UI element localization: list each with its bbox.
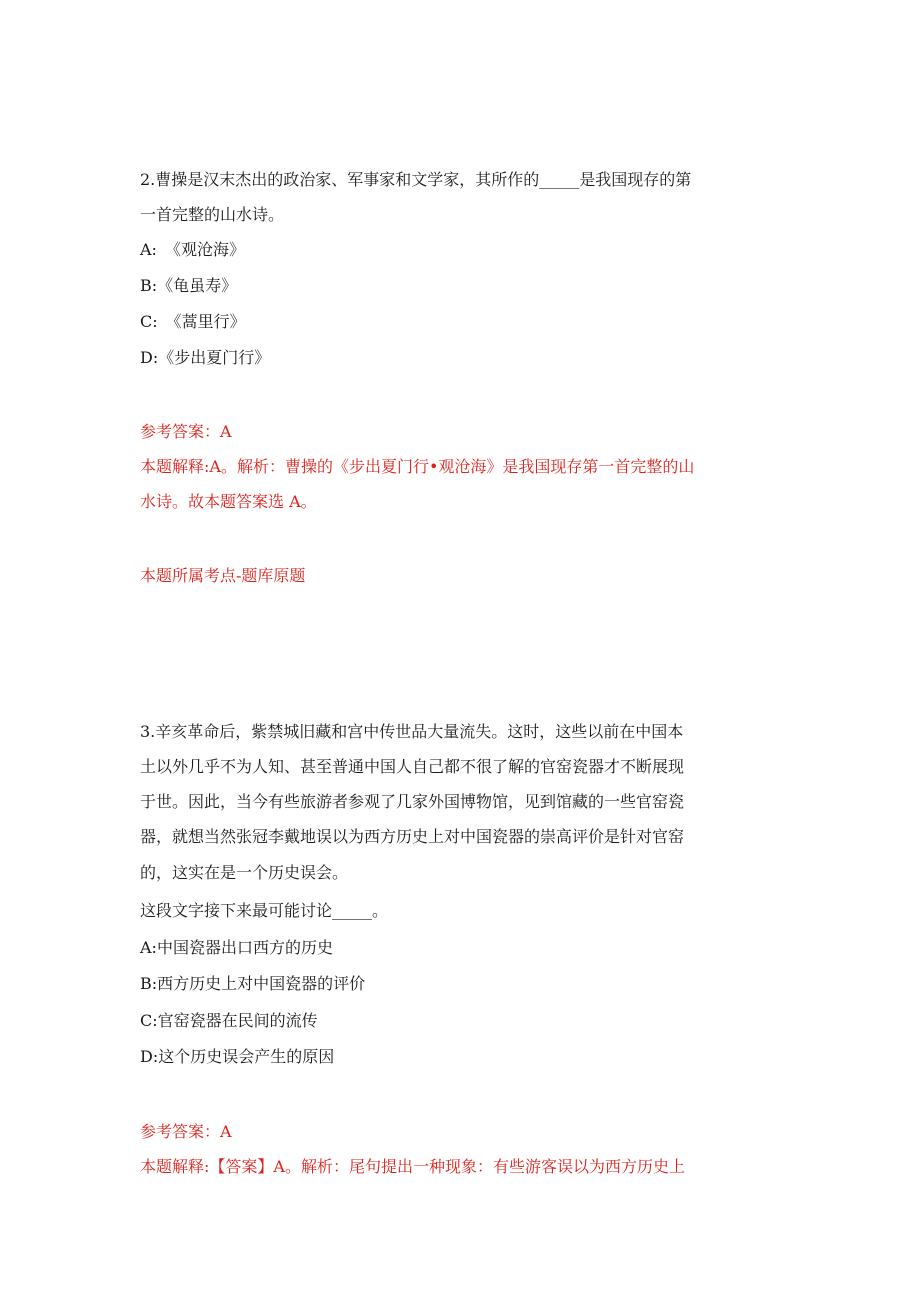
q3-option-c: C:官窑瓷器在民间的流传 bbox=[140, 1011, 318, 1030]
q2-explanation-line-1: 本题解释:A。解析：曹操的《步出夏门行•观沧海》是我国现存第一首完整的山 bbox=[140, 457, 695, 476]
q3-explanation-line-1: 本题解释:【答案】A。解析：尾句提出一种现象：有些游客误以为西方历史上 bbox=[140, 1157, 685, 1176]
q2-source: 本题所属考点-题库原题 bbox=[140, 566, 306, 585]
q3-stem-line-6: 这段文字接下来最可能讨论_____。 bbox=[140, 901, 389, 920]
q3-stem-line-4: 器，就想当然张冠李戴地误以为西方历史上对中国瓷器的崇高评价是针对官窑 bbox=[140, 827, 685, 846]
q3-stem-line-2: 土以外几乎不为人知、甚至普通中国人自己都不很了解的官窑瓷器才不断展现 bbox=[140, 757, 685, 776]
q3-stem-line-3: 于世。因此，当今有些旅游者参观了几家外国博物馆，见到馆藏的一些官窑瓷 bbox=[140, 792, 685, 811]
q2-option-a: A: 《观沧海》 bbox=[140, 240, 245, 259]
q3-option-a: A:中国瓷器出口西方的历史 bbox=[140, 938, 333, 957]
q3-answer: 参考答案：A bbox=[140, 1122, 232, 1141]
q2-stem-line-2: 一首完整的山水诗。 bbox=[140, 205, 285, 224]
q2-option-c: C: 《蒿里行》 bbox=[140, 312, 246, 331]
q2-explanation-line-2: 水诗。故本题答案选 A。 bbox=[140, 492, 317, 511]
q3-stem-line-5: 的，这实在是一个历史误会。 bbox=[140, 863, 349, 882]
q2-answer: 参考答案：A bbox=[140, 422, 232, 441]
q3-option-b: B:西方历史上对中国瓷器的评价 bbox=[140, 974, 366, 993]
q3-option-d: D:这个历史误会产生的原因 bbox=[140, 1047, 335, 1066]
q2-option-b: B:《龟虽寿》 bbox=[140, 276, 238, 295]
q2-stem-line-1: 2.曹操是汉末杰出的政治家、军事家和文学家，其所作的_____是我国现存的第 bbox=[140, 170, 692, 189]
q2-option-d: D:《步出夏门行》 bbox=[140, 348, 271, 367]
q3-stem-line-1: 3.辛亥革命后，紫禁城旧藏和宫中传世品大量流失。这时，这些以前在中国本 bbox=[140, 722, 684, 741]
